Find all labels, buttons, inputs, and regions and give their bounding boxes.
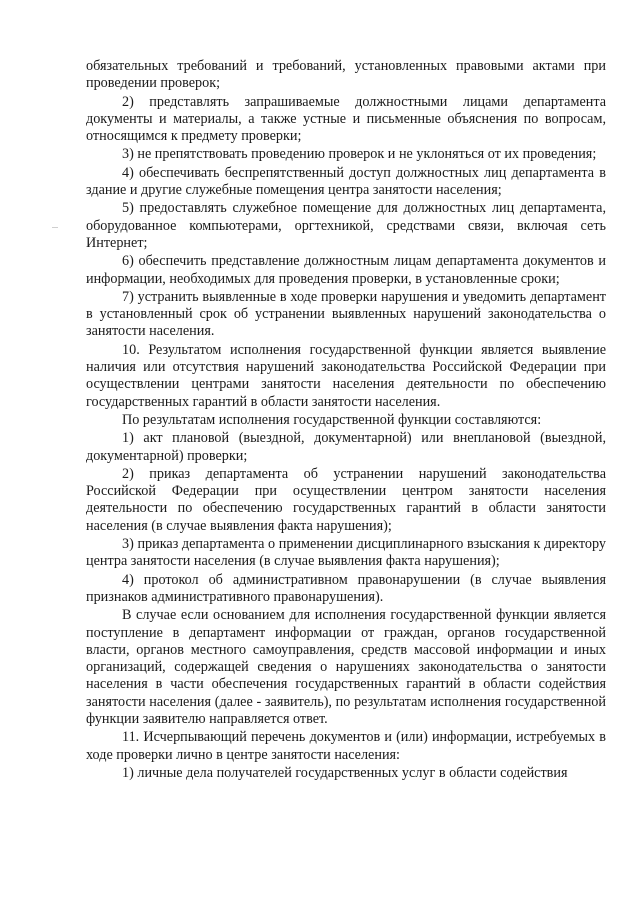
results-intro: По результатам исполнения государственной функции составляются:: [122, 411, 542, 428]
section-11: 11. Исчерпывающий перечень документов и (или) информации, истребуемых в ходе проверки лично в центре занятости населения:: [86, 729, 606, 763]
list-item-2: 2) представлять запрашиваемые должностными лицами департамента документы и материалы, а также устные и письменные объяснения по вопросам, относящимся к предмету проверки;: [86, 93, 606, 145]
result-item-3: 3) приказ департамента о применении дисциплинарного взыскания к директору центра занятости населения (в случае выявления факта нарушения);: [86, 536, 606, 570]
result-item-4: 4) протокол об административном правонарушении (в случае выявления признаков административного правонарушения).: [86, 571, 606, 605]
list-item-4: 4) обеспечивать беспрепятственный доступ должностных лиц департамента в здание и другие служебные помещения центра занятости населения;: [86, 164, 606, 199]
result-item-2: 2) приказ департамента об устранении нарушений законодательства Российской Федерации при осуществлении центром занятости населения деятельности по обеспечению государственных гарантий в области занятости населения (в случае выявления факта нарушения);: [86, 465, 606, 534]
document-item-1: 1) личные дела получателей государственных услуг в области содействия: [122, 764, 568, 781]
applicant-paragraph: В случае если основанием для исполнения государственной функции является поступление в департамент информации от граждан, органов государственной власти, органов местного самоуправления, средств массовой информации и иных организаций, содержащей сведения о нарушениях законодательства о занятости населения в части обеспечения государственных гарантий в области содействия занятости населения (далее - заявитель), по результатам исполнения государственной функции заявителю направляется ответ.: [86, 607, 606, 727]
paragraph-continuation: обязательных требований и требований, установленных правовыми актами при проведении проверок;: [86, 58, 606, 92]
section-10: 10. Результатом исполнения государственной функции является выявление наличия или отсутствия нарушений законодательства Российской Федерации при осуществлении центрами занятости населения деятельности по обеспечению государственных гарантий в области занятости населения.: [86, 341, 606, 410]
list-item-5: 5) предоставлять служебное помещение для должностных лиц департамента, оборудованное компьютерами, оргтехникой, средствами связи, включая сеть Интернет;: [86, 200, 606, 251]
result-item-1: 1) акт плановой (выездной, документарной) или внеплановой (выездной, документарной) проверки;: [86, 430, 606, 464]
list-item-7: 7) устранить выявленные в ходе проверки нарушения и уведомить департамент в установленный срок об устранении выявленных нарушений законодательства о занятости населения.: [86, 288, 606, 340]
document-body: [86, 58, 606, 782]
list-item-3: 3) не препятствовать проведению проверок и не уклоняться от их проведения;: [122, 146, 597, 163]
margin-mark: [52, 227, 58, 228]
list-item-6: 6) обеспечить представление должностным лицам департамента документов и информации, необходимых для проведения проверки, в установленные сроки;: [86, 253, 606, 287]
